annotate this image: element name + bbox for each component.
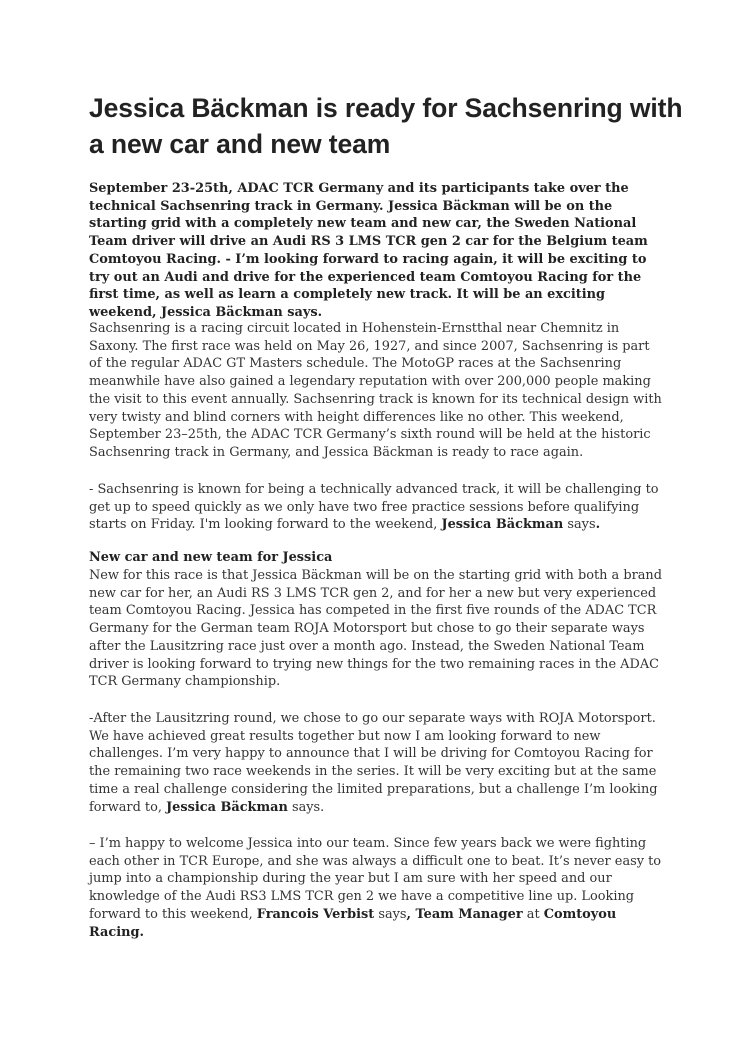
quote-1-text: - Sachsenring is known for being a technically advanced track, it will be challenging to get up to speed quickly as we only have two free practice sessions before qualifying starts on Friday. I'm looking forward to the weekend, — [89, 482, 659, 533]
quote-2-text: -After the Lausitzring round, we chose to go our separate ways with ROJA Motorsport. We have achieved great results together but now I am looking forward to new challenges. I’m very happy to announce that I will be driving for Comtoyou Racing for the remaining two race weekends in the series. It will be very exciting but at the same time a real challenge considering the limited preparations, but a challenge I’m looking forward to, — [89, 711, 658, 815]
quote-1-end: . — [595, 517, 601, 533]
article-title: Jessica Bäckman is ready for Sachsenring with a new car and new team — [89, 93, 683, 159]
quote-3-speaker: Francois Verbist — [256, 906, 375, 922]
quote-3-text: – I’m happy to welcome Jessica into our team. Since few years back we were fighting each other in TCR Europe, and she was always a difficult one to beat. It’s never easy to jump into a championship during the year but I am sure with her speed and our knowledge of the Audi RS3 LMS TCR gen 2 we have a competitive line up. Looking forward to this weekend, — [89, 836, 662, 922]
quote-1-attribution: says — [563, 517, 596, 533]
quote-paragraph-1 — [89, 481, 664, 534]
subheading-text: New car and new team for Jessica — [89, 550, 333, 565]
quote-2-speaker: Jessica Bäckman — [166, 799, 288, 815]
quote-1-speaker: Jessica Bäckman — [441, 517, 564, 533]
quote-3-role: , Team Manager — [406, 906, 523, 922]
quote-2-attribution: says. — [287, 799, 325, 815]
quote-3-team: Comtoyou Racing. — [89, 906, 617, 940]
circuit-paragraph: Sachsenring is a racing circuit located in Hohenstein-Ernstthal near Chemnitz in Saxony. The first race was held on May 26, 1927, and since 2007, Sachsenring is part of the regular ADAC GT Masters schedule. The MotoGP races at the Sachsenring meanwhile have also gained a legendary reputation with over 200,000 people making the visit to this event annually. Sachsenring track is known for its technical design with very twisty and blind corners with height differences like no other. This weekend, September 23–25th, the ADAC TCR Germany’s sixth round will be held at the historic Sachsenring track in Germany, and Jessica Bäckman is ready to race again. — [89, 321, 662, 460]
lead-paragraph: September 23-25th, ADAC TCR Germany and its participants take over the technical Sachsenring track in Germany. Jessica Bäckman will be on the starting grid with a completely new team and new car, the Sweden National Team driver will drive an Audi RS 3 LMS TCR gen 2 car for the Belgium team Comtoyou Racing. - I’m looking forward to racing again, it will be exciting to try out an Audi and drive for the experienced team Comtoyou Racing for the first time, as well as learn a completely new track. It will be an exciting weekend, Jessica Bäckman says. — [89, 181, 648, 320]
quote-3-at: at — [522, 906, 544, 922]
new-car-paragraph: New for this race is that Jessica Bäckman will be on the starting grid with both a brand new car for her, an Audi RS 3 LMS TCR gen 2, and for her a new but very experienced team Comtoyou Racing. Jessica has competed in the first five rounds of the ADAC TCR Germany for the German team ROJA Motorsport but chose to go their separate ways after the Lausitzring race just over a month ago. Instead, the Sweden National Team driver is looking forward to trying new things for the two remaining races in the ADAC TCR Germany championship. — [89, 568, 662, 690]
quote-3-says: says — [374, 906, 407, 922]
quote-paragraph-3 — [89, 835, 664, 941]
quote-paragraph-2 — [89, 710, 664, 816]
section-subheading — [89, 549, 664, 567]
